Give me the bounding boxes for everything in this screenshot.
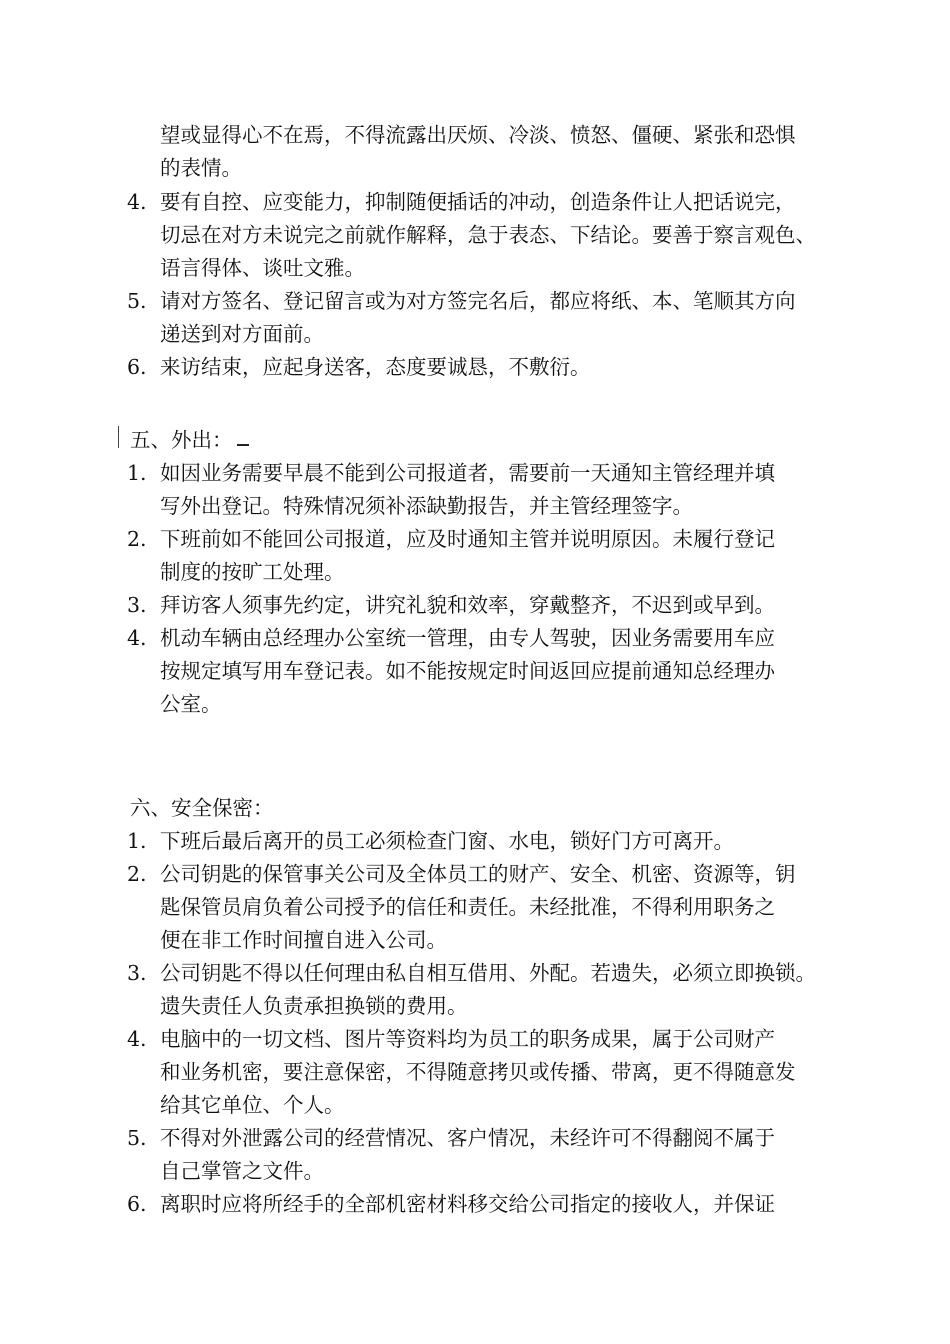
list-item-text: 和业务机密，要注意保密，不得随意拷贝或传播、带离，更不得随意发 (160, 1060, 796, 1084)
list-item-text: 匙保管员肩负着公司授予的信任和责任。未经批准，不得利用职务之 (160, 895, 775, 919)
list-item-text: 电脑中的一切文档、图片等资料均为员工的职务成果，属于公司财产 (160, 1027, 775, 1051)
list-item-number: 4. (127, 190, 147, 214)
list-item-text: 便在非工作时间擅自进入公司。 (160, 928, 447, 952)
list-item-text: 拜访客人须事先约定，讲究礼貌和效率，穿戴整齐，不迟到或早到。 (160, 593, 775, 617)
list-item-number: 6. (127, 355, 147, 379)
list-item-number: 2. (127, 862, 147, 886)
list-item-text: 离职时应将所经手的全部机密材料移交给公司指定的接收人，并保证 (160, 1192, 775, 1216)
section-6-heading: 六、安全保密： (130, 796, 274, 820)
list-item-text: 给其它单位、个人。 (160, 1093, 345, 1117)
list-item-number: 3. (127, 593, 147, 617)
list-item-text: 来访结束，应起身送客，态度要诚恳，不敷衍。 (160, 355, 591, 379)
list-item-number: 2. (127, 527, 147, 551)
list-item-text: 切忌在对方未说完之前就作解释，急于表态、下结论。要善于察言观色、 (160, 223, 816, 247)
list-item-text: 语言得体、谈吐文雅。 (160, 256, 365, 280)
list-item-number: 1. (127, 829, 147, 853)
list-item-number: 4. (127, 1027, 147, 1051)
list-item-text: 写外出登记。特殊情况须补添缺勤报告，并主管经理签字。 (160, 494, 693, 518)
list-item-text: 公室。 (160, 692, 222, 716)
cursor-bar (118, 426, 119, 448)
list-item-number: 1. (127, 461, 147, 485)
list-item-text: 要有自控、应变能力，抑制随便插话的冲动，创造条件让人把话说完， (160, 190, 796, 214)
list-item-text: 请对方签名、登记留言或为对方签完名后，都应将纸、本、笔顺其方向 (160, 289, 796, 313)
list-item-number: 6. (127, 1192, 147, 1216)
paragraph-text: 望或显得心不在焉，不得流露出厌烦、冷淡、愤怒、僵硬、紧张和恐惧 (160, 123, 796, 147)
list-item-text: 按规定填写用车登记表。如不能按规定时间返回应提前通知总经理办 (160, 659, 775, 683)
paragraph-text: 的表情。 (160, 156, 242, 180)
list-item-text: 递送到对方面前。 (160, 322, 324, 346)
list-item-text: 自己掌管之文件。 (160, 1159, 324, 1183)
list-item-text: 机动车辆由总经理办公室统一管理，由专人驾驶，因业务需要用车应 (160, 626, 775, 650)
list-item-text: 如因业务需要早晨不能到公司报道者，需要前一天通知主管经理并填 (160, 461, 775, 485)
list-item-number: 5. (127, 289, 147, 313)
list-item-text: 下班前如不能回公司报道，应及时通知主管并说明原因。未履行登记 (160, 527, 775, 551)
list-item-number: 3. (127, 961, 147, 985)
list-item-text: 遗失责任人负责承担换锁的费用。 (160, 994, 468, 1018)
list-item-text: 公司钥匙不得以任何理由私自相互借用、外配。若遗失，必须立即换锁。 (160, 961, 816, 985)
list-item-text: 制度的按旷工处理。 (160, 560, 345, 584)
text-cursor-underscore (237, 444, 249, 446)
list-item-number: 4. (127, 626, 147, 650)
list-item-text: 下班后最后离开的员工必须检查门窗、水电，锁好门方可离开。 (160, 829, 734, 853)
list-item-number: 5. (127, 1126, 147, 1150)
list-item-text: 不得对外泄露公司的经营情况、客户情况，未经许可不得翻阅不属于 (160, 1126, 775, 1150)
section-5-heading: 五、外出： (130, 428, 233, 452)
list-item-text: 公司钥匙的保管事关公司及全体员工的财产、安全、机密、资源等，钥 (160, 862, 796, 886)
